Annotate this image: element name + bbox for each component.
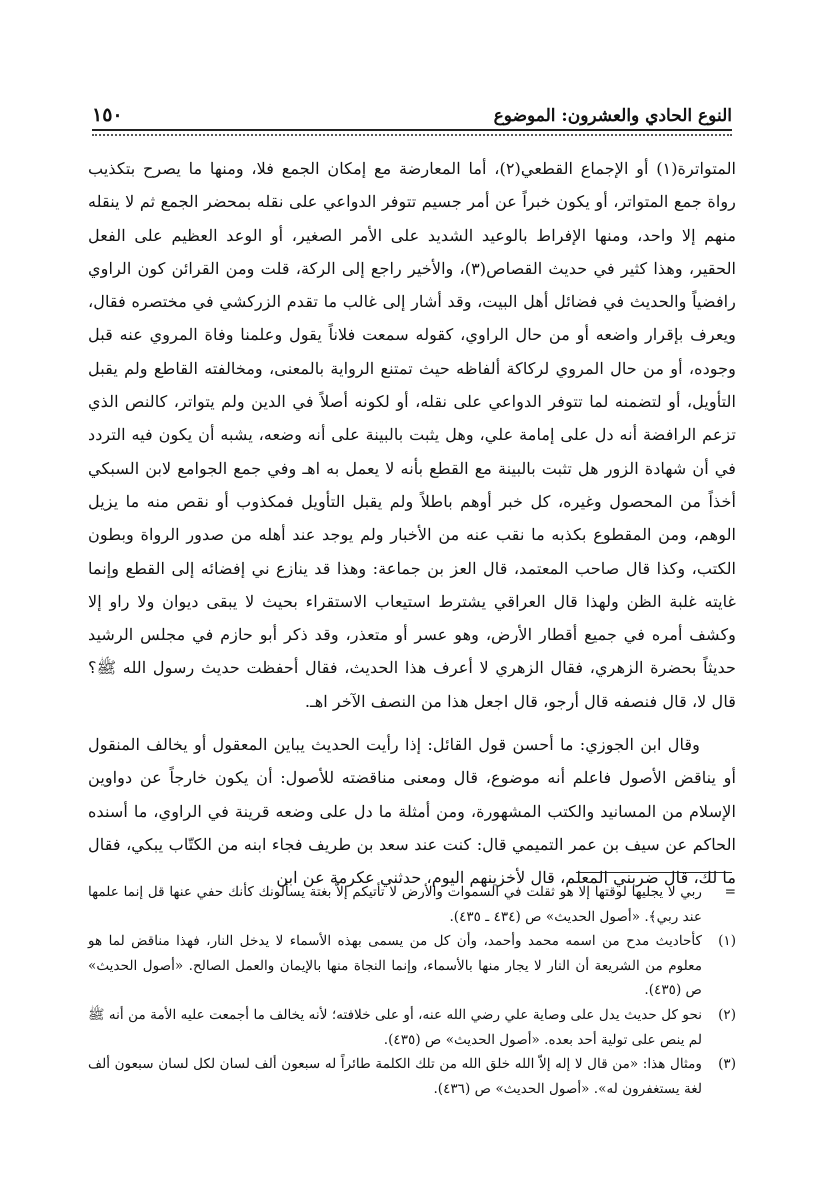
footnote-mark: (٣) xyxy=(718,1056,736,1073)
footnote-mark: (١) xyxy=(718,933,736,950)
footnote-mark: (٢) xyxy=(718,1006,736,1023)
footnote xyxy=(88,1052,736,1101)
header-rule xyxy=(92,129,732,131)
footnote-mark: = xyxy=(724,884,736,900)
page-header xyxy=(92,86,732,126)
page-number: ١٥٠ xyxy=(92,104,123,126)
footnote xyxy=(88,929,736,1003)
body-paragraph: وقال ابن الجوزي: ما أحسن قول القائل: إذا رأيت الحديث يباين المعقول أو يخالف المنقول أو يناقض الأصول فاعلم أنه موضوع، قال ومعنى مناقضته للأصول: أن يكون خارجاً عن دواوين الإسلام من المسانيد والكتب المشهورة، ومن أمثلة ما دل على وضعه قرينة في الراوي، ما أسنده الحاكم عن سيف بن عمر التميمي قال: كنت عند سعد بن طريف فجاء ابنه من الكتّاب يبكي، فقال ما لك، قال ضربني المعلم، قال لأخزينهم اليوم، حدثني عكرمة عن ابن xyxy=(88,735,736,888)
footnote-separator xyxy=(576,872,732,873)
main-text xyxy=(88,152,736,895)
footnote-text: نحو كل حديث يدل على وصاية علي رضي الله عنه، أو على خلافته؛ لأنه يخالف ما أجمعت عليه الأمة من أنه ﷺ لم ينص على تولية أحد بعده. «أصول الحديث» ص (٤٣٥). xyxy=(88,1006,702,1048)
footnote-text: ربي لا يجليها لوقتها إلا هو ثقلت في السموات والأرض لا تأتيكم إلاّ بغتة يسألونك كأنك حفي عنها قل إنما علمها عند ربي﴾. «أصول الحديث» ص (٤٣٤ ـ ٤٣٥). xyxy=(88,884,702,925)
footnote xyxy=(88,880,736,929)
footnote-text: كأحاديث مدح من اسمه محمد وأحمد، وأن كل من يسمى بهذه الأسماء لا يدخل النار، فهذا مناقض لما هو معلوم من الشريعة أن النار لا يجار منها بالأسماء، وإنما النجاة منها بالإيمان والعمل الصالح. «أصول الحديث» ص (٤٣٥). xyxy=(88,933,702,999)
footnote-text: ومثال هذا: «من قال لا إله إلاّ الله خلق الله من تلك الكلمة طائراً له سبعون ألف لسان لكل لسان سبعون ألف لغة يستغفرون له». «أصول الحديث» ص (٤٣٦). xyxy=(88,1056,702,1097)
running-title: النوع الحادي والعشرون: الموضوع xyxy=(493,106,732,126)
body-paragraph: المتواترة(١) أو الإجماع القطعي(٢)، أما المعارضة مع إمكان الجمع فلا، ومنها ما يصرح بتكذيب رواة جمع المتواتر، أو يكون خبراً عن أمر جسيم تتوفر الدواعي على نقله بمحضر الجمع ثم لا ينقله منهم إلا واحد، ومنها الإفراط بالوعيد الشديد على الأمر الصغير، أو الوعد العظيم على الفعل الحقير، وهذا كثير في حديث القصاص(٣)، والأخير راجع إلى الركة، قلت ومن القرائن كون الراوي رافضياً والحديث في فضائل أهل البيت، وقد أشار إلى غالب ما تقدم الزركشي في مختصره فقال، ويعرف بإقرار واضعه أو من حال الراوي، كقوله سمعت فلاناً يقول وعلمنا وفاة المروي عنه قبل وجوده، أو من حال المروي لركاكة ألفاظه حيث تمتنع الرواية بالمعنى، ومخالفته القاطع ولم يقبل التأويل، أو لتضمنه لما تتوفر الدواعي على نقله، أو لكونه أصلاً في الدين ولم يتواتر، كالنص الذي تزعم الرافضة أنه دل على إمامة علي، وهل يثبت بالبينة على أنه وضعه، يشبه أن يكون فيه التردد في أن شهادة الزور هل تثبت بالبينة مع القطع بأنه لا يعمل به اهـ وفي جمع الجوامع لابن السبكي أخذاً من المحصول وغيره، كل خبر أوهم باطلاً ولم يقبل التأويل فمكذوب أو نقص منه ما يزيل الوهم، ومن المقطوع بكذبه ما نقب عنه من الأخبار ولم يوجد عند أهله من صدور الرواة وبطون الكتب، وكذا قال صاحب المعتمد، قال العز بن جماعة: وهذا قد ينازع ني إفضائه إلى القطع وإنما غايته غلبة الظن ولهذا قال العراقي يشترط استيعاب الاستقراء بحيث لا يبقى ديوان ولا راو إلا وكشف أمره في جميع أقطار الأرض، وهو عسر أو متعذر، وقد ذكر أبو حازم في مجلس الرشيد حديثاً بحضرة الزهري، فقال الزهري لا أعرف هذا الحديث، فقال أحفظت حديث رسول الله ﷺ؟ قال لا، قال فنصفه قال أرجو، قال اجعل هذا من النصف الآخر اهـ. xyxy=(88,159,737,711)
footnote xyxy=(88,1003,736,1052)
header-dotted-rule xyxy=(92,134,732,136)
footnotes xyxy=(88,880,736,1101)
